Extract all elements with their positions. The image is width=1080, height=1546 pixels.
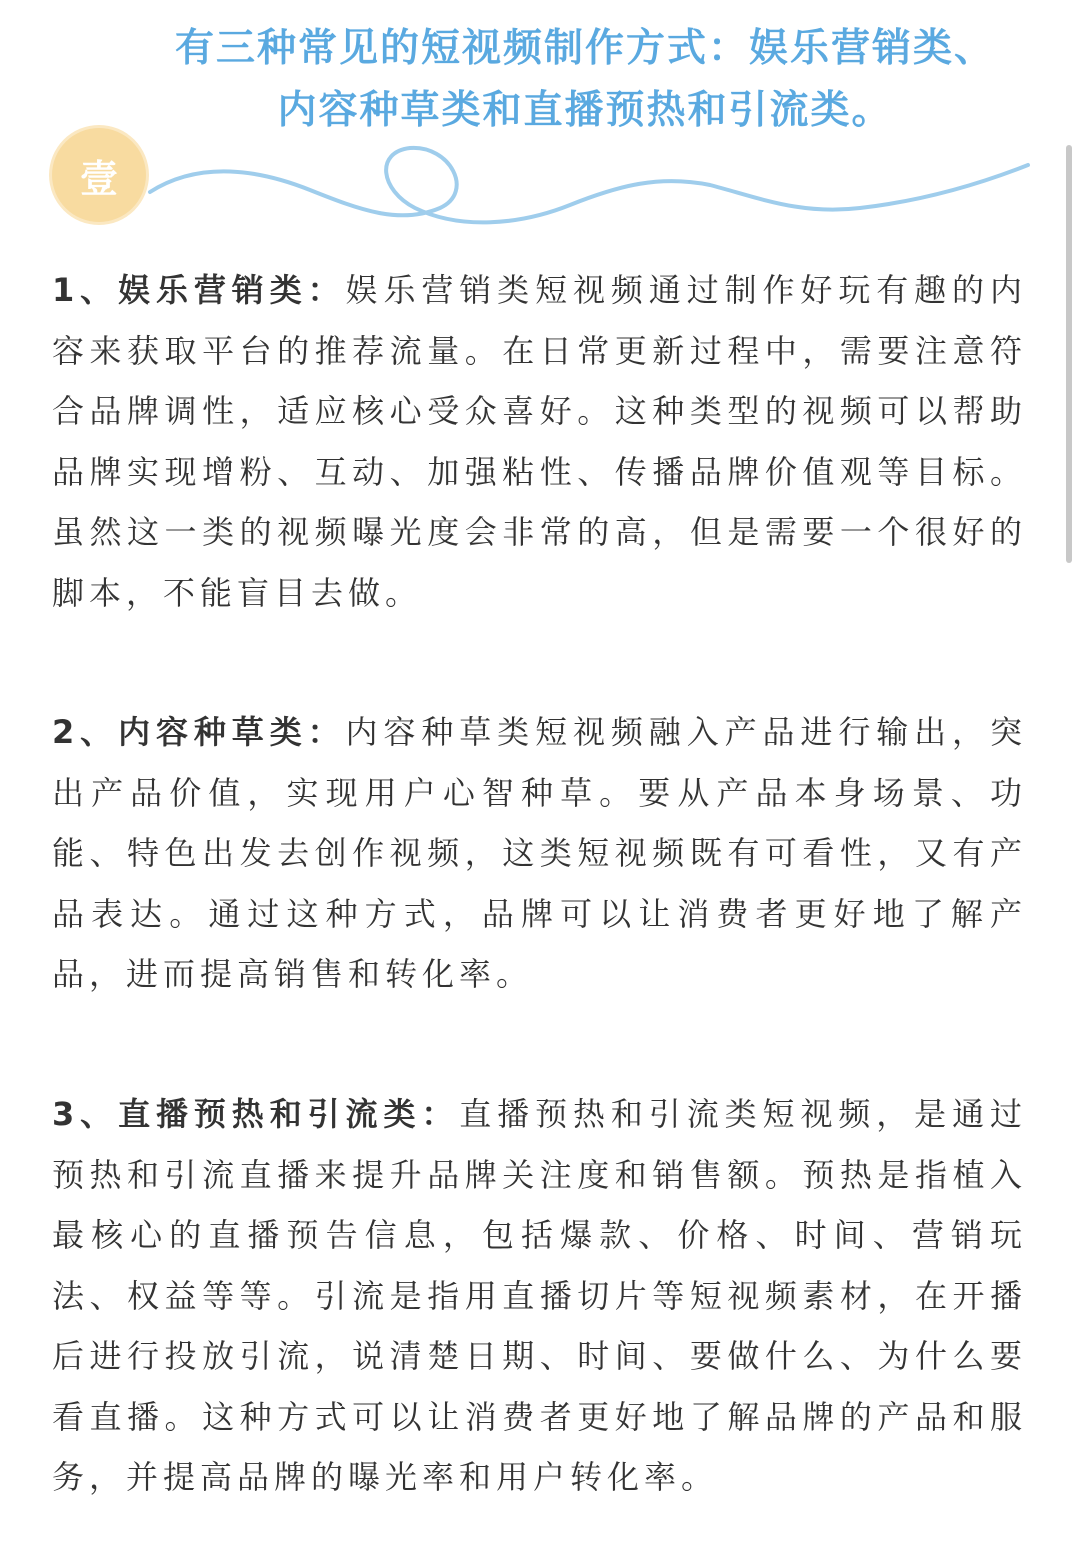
- section-body: 直播预热和引流类短视频，是通过预热和引流直播来提升品牌关注度和销售额。预热是指植入最核心的直播预告信息，包括爆款、价格、时间、营销玩法、权益等等。引流是指用直播切片等短视频素材，在开播后进行投放引流，说清楚日期、时间、要做什么、为什么要看直播。这种方式可以让消费者更好地了解品牌的产品和服务，并提高品牌的曝光率和用户转化率。: [52, 1095, 1027, 1496]
- section-body: 内容种草类短视频融入产品进行输出，突出产品价值，实现用户心智种草。要从产品本身场景、功能、特色出发去创作视频，这类短视频既有可看性，又有产品表达。通过这种方式，品牌可以让消费者更好地了解产品，进而提高销售和转化率。: [52, 713, 1027, 993]
- heading-line-2: 内容种草类和直播预热和引流类。: [277, 88, 893, 133]
- section-livestream-warmup: [52, 1084, 1027, 1508]
- heading-line-1: 有三种常见的短视频制作方式：娱乐营销类、: [174, 26, 995, 71]
- section-entertainment-marketing: [52, 260, 1027, 623]
- scrollbar[interactable]: [1066, 145, 1072, 563]
- decorative-wave-line: [140, 120, 1040, 250]
- section-content-seeding: [52, 702, 1027, 1005]
- section-lead: 2、内容种草类：: [52, 713, 346, 751]
- section-body: 娱乐营销类短视频通过制作好玩有趣的内容来获取平台的推荐流量。在日常更新过程中，需要注意符合品牌调性，适应核心受众喜好。这种类型的视频可以帮助品牌实现增粉、互动、加强粘性、传播品牌价值观等目标。虽然这一类的视频曝光度会非常的高，但是需要一个很好的脚本，不能盲目去做。: [52, 271, 1027, 612]
- section-number-badge: 壹: [52, 128, 146, 222]
- section-lead: 3、直播预热和引流类：: [52, 1095, 460, 1133]
- section-lead: 1、娱乐营销类：: [52, 271, 346, 309]
